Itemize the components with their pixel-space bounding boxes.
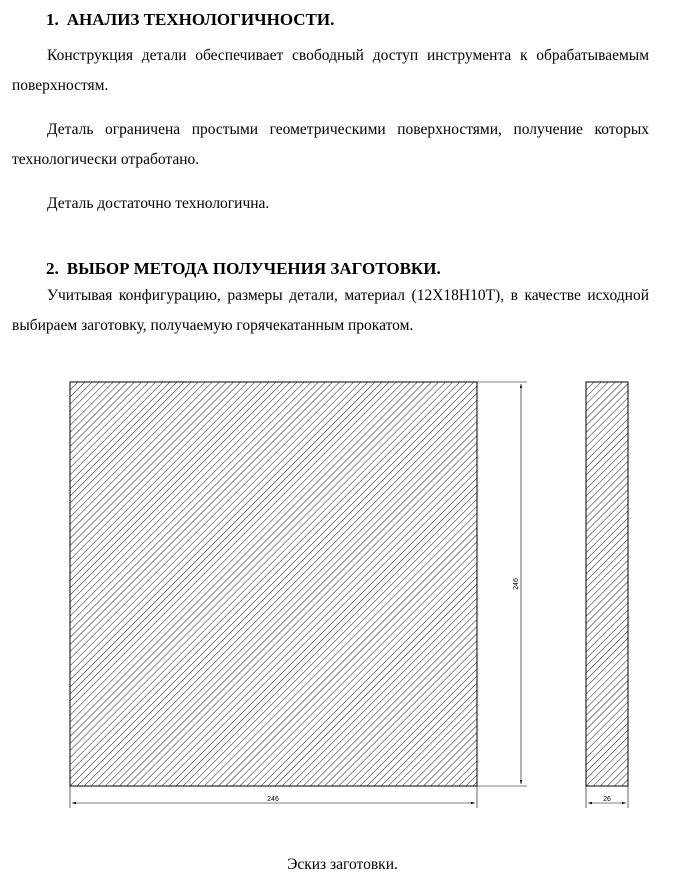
section-1-paragraph-2: Деталь ограничена простыми геометрическими поверхностями, получение которых технологически отработано. <box>12 121 649 168</box>
section-2-title: ВЫБОР МЕТОДА ПОЛУЧЕНИЯ ЗАГОТОВКИ. <box>66 259 441 278</box>
height-dimension <box>477 382 527 786</box>
thickness-dimension-label: 26 <box>603 796 611 803</box>
width-dimension-label: 246 <box>267 796 279 803</box>
section-1-title: АНАЛИЗ ТЕХНОЛОГИЧНОСТИ. <box>66 10 335 29</box>
section-2-number: 2. <box>46 259 59 278</box>
plate-side-view <box>586 382 628 786</box>
figure-caption: Эскиз заготовки. <box>287 856 398 873</box>
section-1-paragraph-1: Конструкция детали обеспечивает свободный доступ инструмента к обрабатываемым поверхностям. <box>12 47 649 94</box>
section-2-paragraph-1: Учитывая конфигурацию, размеры детали, материал (12Х18Н10Т), в качестве исходной выбираем заготовку, получаемую горячекатанным прокатом. <box>12 287 649 334</box>
width-dimension <box>70 786 477 808</box>
section-1-number: 1. <box>46 10 59 29</box>
thickness-dimension <box>586 786 628 808</box>
section-1-paragraph-3: Деталь достаточно технологична. <box>47 195 270 212</box>
height-dimension-label: 246 <box>513 578 520 590</box>
plate-front-view <box>70 382 477 786</box>
